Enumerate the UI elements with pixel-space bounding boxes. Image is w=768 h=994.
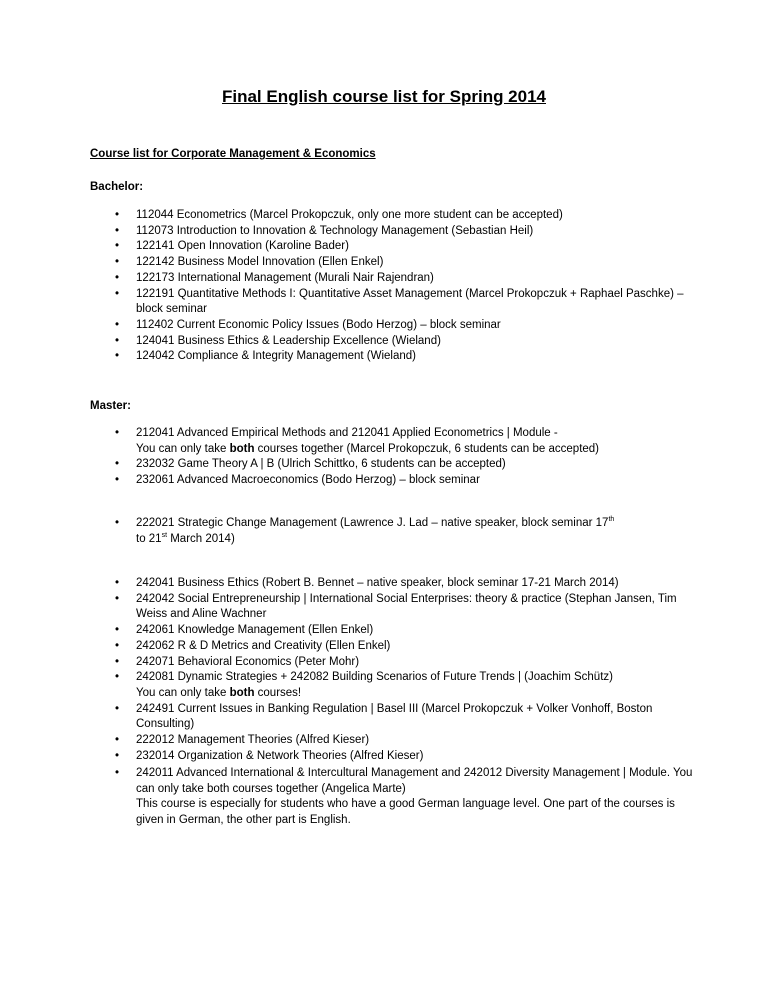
item-text: courses! xyxy=(254,686,302,699)
item-text: to 21 xyxy=(136,532,162,545)
list-item: • 242071 Behavioral Economics (Peter Mohr) xyxy=(90,655,700,671)
master-course-list-1 xyxy=(90,426,700,489)
list-item: • 242041 Business Ethics (Robert B. Bennet – native speaker, block seminar 17-21 March 2014) xyxy=(90,576,700,592)
item-text: 242011 Advanced International & Intercultural Management and 242012 Diversity Management | Module. You can only take both courses together (Angelica Marte) xyxy=(136,767,693,795)
list-item: • 242061 Knowledge Management (Ellen Enkel) xyxy=(90,623,700,639)
item-text: 222021 Strategic Change Management (Lawrence J. Lad – native speaker, block seminar 17 xyxy=(136,517,609,529)
item-text: 212041 Advanced Empirical Methods and 212041 Applied Econometrics | Module - xyxy=(136,427,558,439)
item-note: This course is especially for students who have a good German language level. One part of the courses is given in German, the other part is English. xyxy=(136,798,675,827)
list-item: • 122142 Business Model Innovation (Ellen Enkel) xyxy=(90,255,700,271)
emphasis-text: both xyxy=(229,442,255,455)
master-course-list-3 xyxy=(90,576,700,764)
list-item: • 122173 International Management (Murali Nair Rajendran) xyxy=(90,271,700,287)
list-item xyxy=(90,670,700,701)
master-course-list-2 xyxy=(90,516,700,547)
list-item: • 122141 Open Innovation (Karoline Bader) xyxy=(90,239,700,255)
bachelor-course-list xyxy=(90,208,700,365)
master-course-list-4 xyxy=(90,766,700,829)
list-item: • 124042 Compliance & Integrity Management (Wieland) xyxy=(90,349,700,365)
list-item: • 242062 R & D Metrics and Creativity (Ellen Enkel) xyxy=(90,639,700,655)
list-item xyxy=(90,516,700,547)
emphasis-text: both xyxy=(229,686,255,699)
page-title: Final English course list for Spring 2014 xyxy=(221,87,547,106)
list-item: • 122191 Quantitative Methods I: Quantitative Asset Management (Marcel Prokopczuk + Raphael Paschke) – block seminar xyxy=(90,287,700,318)
section-title: Course list for Corporate Management & Economics xyxy=(90,148,376,160)
list-item: • 232061 Advanced Macroeconomics (Bodo Herzog) – block seminar xyxy=(90,473,700,489)
superscript: th xyxy=(608,516,615,524)
list-item: • 112402 Current Economic Policy Issues (Bodo Herzog) – block seminar xyxy=(90,318,700,334)
superscript: st xyxy=(161,531,168,539)
item-text: 242081 Dynamic Strategies + 242082 Building Scenarios of Future Trends | (Joachim Schütz) xyxy=(136,671,613,684)
item-text: March 2014) xyxy=(167,532,235,545)
list-item: • 232032 Game Theory A | B (Ulrich Schittko, 6 students can be accepted) xyxy=(90,457,700,473)
bachelor-heading: Bachelor: xyxy=(90,181,144,193)
list-item: • 222012 Management Theories (Alfred Kieser) xyxy=(90,733,700,749)
item-text: You can only take xyxy=(136,442,230,455)
list-item: • 112044 Econometrics (Marcel Prokopczuk, only one more student can be accepted) xyxy=(90,208,700,224)
master-heading: Master: xyxy=(90,400,131,412)
list-item xyxy=(90,766,700,829)
list-item: • 242491 Current Issues in Banking Regulation | Basel III (Marcel Prokopczuk + Volker Vonhoff, Boston Consulting) xyxy=(90,702,700,733)
list-item xyxy=(90,426,700,457)
list-item: • 124041 Business Ethics & Leadership Excellence (Wieland) xyxy=(90,334,700,350)
list-item: • 112073 Introduction to Innovation & Technology Management (Sebastian Heil) xyxy=(90,224,700,240)
item-text: courses together (Marcel Prokopczuk, 6 students can be accepted) xyxy=(254,442,600,455)
item-text: You can only take xyxy=(136,686,230,699)
list-item: • 232014 Organization & Network Theories (Alfred Kieser) xyxy=(90,749,700,765)
list-item: • 242042 Social Entrepreneurship | International Social Enterprises: theory & practice (Stephan Jansen, Tim Weiss and Aline Wachner xyxy=(90,592,700,623)
